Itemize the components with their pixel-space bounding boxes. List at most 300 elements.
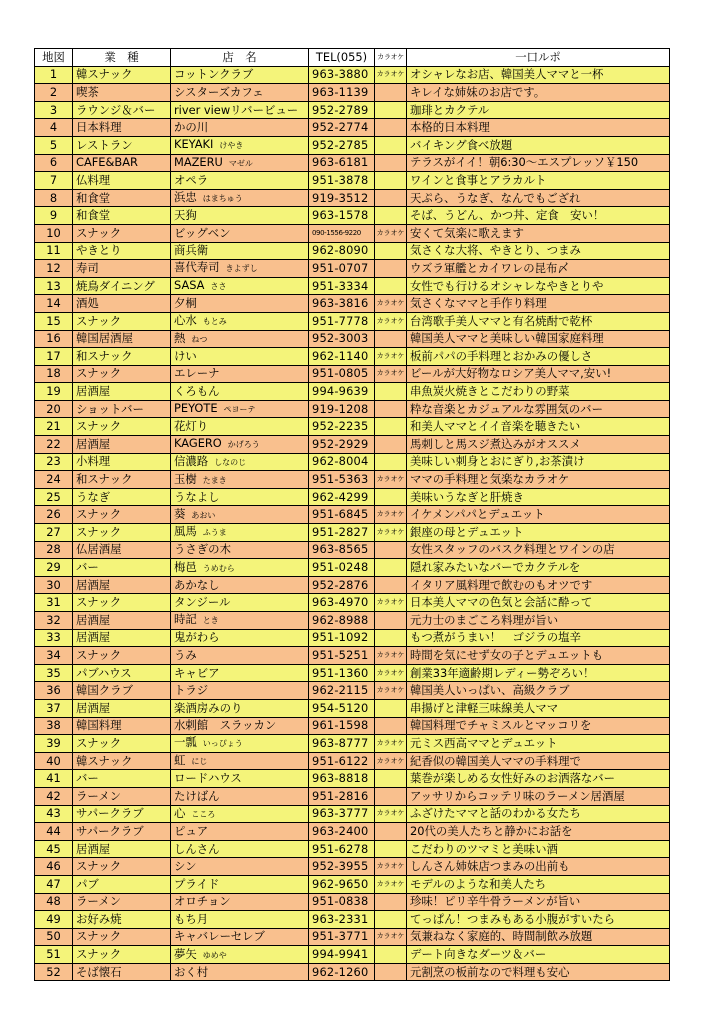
row-karaoke	[375, 717, 407, 735]
row-name	[171, 682, 309, 700]
shop-name: KAGERO	[174, 436, 222, 451]
row-comment: 気さくな大将、やきとり、つまみ	[407, 242, 670, 260]
shop-name-reading: きよずし	[225, 264, 258, 274]
table-row	[35, 242, 670, 260]
shop-name: ビッグベン	[174, 225, 231, 240]
row-type: お好み焼	[73, 911, 171, 929]
row-name	[171, 699, 309, 717]
table-row	[35, 348, 670, 366]
row-karaoke	[375, 418, 407, 436]
row-karaoke	[375, 136, 407, 154]
row-karaoke	[375, 242, 407, 260]
shop-name: SASA	[174, 278, 205, 293]
shop-name-reading: ふうま	[202, 528, 227, 538]
shop-name: うなよし	[174, 489, 220, 504]
row-karaoke	[375, 787, 407, 805]
table-row	[35, 330, 670, 348]
row-tel: 951-0805	[309, 365, 375, 383]
row-karaoke	[375, 963, 407, 981]
row-tel: 951-1092	[309, 629, 375, 647]
table-row	[35, 400, 670, 418]
row-type: スナック	[73, 312, 171, 330]
row-name	[171, 101, 309, 119]
row-karaoke: カラオケ	[375, 312, 407, 330]
table-row	[35, 224, 670, 242]
row-karaoke: カラオケ	[375, 664, 407, 682]
row-comment: 気さくなママと手作り料理	[407, 295, 670, 313]
table-row	[35, 664, 670, 682]
row-comment: イケメンパパとデュエット	[407, 506, 670, 524]
row-number: 22	[35, 436, 73, 454]
row-karaoke	[375, 629, 407, 647]
table-row	[35, 207, 670, 225]
row-name	[171, 207, 309, 225]
row-comment: 元ミス西高ママとデュエット	[407, 735, 670, 753]
shop-name: コットンクラブ	[174, 67, 254, 82]
row-number: 42	[35, 787, 73, 805]
table-row	[35, 805, 670, 823]
row-type: 韓国クラブ	[73, 682, 171, 700]
row-tel: 951-7778	[309, 312, 375, 330]
table-row	[35, 189, 670, 207]
table-row	[35, 911, 670, 929]
shop-name-reading: ねつ	[191, 334, 208, 344]
shop-name: 心水	[174, 313, 197, 328]
row-number: 8	[35, 189, 73, 207]
row-name	[171, 963, 309, 981]
row-tel: 951-5251	[309, 647, 375, 665]
row-type: スナック	[73, 858, 171, 876]
row-comment: デート向きなダーツ＆バー	[407, 946, 670, 964]
row-tel: 962-8090	[309, 242, 375, 260]
row-karaoke	[375, 699, 407, 717]
row-type: バー	[73, 770, 171, 788]
row-karaoke	[375, 576, 407, 594]
row-comment: 気兼ねなく家庭的、時間制飲み放題	[407, 928, 670, 946]
row-type: 韓国居酒屋	[73, 330, 171, 348]
row-number: 36	[35, 682, 73, 700]
table-row	[35, 576, 670, 594]
row-type: スナック	[73, 594, 171, 612]
row-type: 和スナック	[73, 348, 171, 366]
row-type: スナック	[73, 928, 171, 946]
row-karaoke: カラオケ	[375, 735, 407, 753]
row-number: 11	[35, 242, 73, 260]
row-karaoke: カラオケ	[375, 594, 407, 612]
table-row	[35, 524, 670, 542]
row-tel: 963-6181	[309, 154, 375, 172]
row-number: 10	[35, 224, 73, 242]
table-row	[35, 823, 670, 841]
table-row	[35, 312, 670, 330]
row-type: ショットバー	[73, 400, 171, 418]
row-tel: 951-3334	[309, 277, 375, 295]
row-karaoke: カラオケ	[375, 224, 407, 242]
shop-name: 楽酒房みのり	[174, 700, 243, 715]
row-tel: 963-8565	[309, 541, 375, 559]
row-tel: 951-5363	[309, 471, 375, 489]
row-karaoke	[375, 154, 407, 172]
table-row	[35, 154, 670, 172]
row-name	[171, 506, 309, 524]
table-row	[35, 66, 670, 84]
row-tel: 919-3512	[309, 189, 375, 207]
row-tel: 951-2816	[309, 787, 375, 805]
row-type: 居酒屋	[73, 612, 171, 630]
row-type: スナック	[73, 506, 171, 524]
shop-name: ピュア	[174, 823, 209, 838]
table-row	[35, 295, 670, 313]
shop-name: 浜忠	[174, 190, 197, 205]
row-comment: 美味しい刺身とおにぎり,お茶漬け	[407, 453, 670, 471]
row-number: 9	[35, 207, 73, 225]
shop-name: うさぎの木	[174, 542, 231, 557]
row-name	[171, 576, 309, 594]
row-tel: 951-3878	[309, 172, 375, 190]
row-number: 28	[35, 541, 73, 559]
row-comment: てっぱん！つまみもある小腹がすいたら	[407, 911, 670, 929]
shop-name: 虹	[174, 753, 186, 768]
table-row	[35, 471, 670, 489]
row-comment: 元力士のまごころ料理が旨い	[407, 612, 670, 630]
row-comment: 安くて気楽に歌えます	[407, 224, 670, 242]
header-map: 地図	[35, 49, 73, 67]
row-name	[171, 647, 309, 665]
row-number: 14	[35, 295, 73, 313]
row-number: 15	[35, 312, 73, 330]
table-row	[35, 629, 670, 647]
row-comment: 串魚炭火焼きとこだわりの野菜	[407, 383, 670, 401]
row-tel: 994-9639	[309, 383, 375, 401]
shop-name: 商兵衛	[174, 243, 209, 258]
header-type: 業 種	[73, 49, 171, 67]
table-row	[35, 612, 670, 630]
shop-name: 水剌館 スラッカン	[174, 718, 277, 733]
row-name	[171, 365, 309, 383]
row-tel: 951-0248	[309, 559, 375, 577]
row-karaoke	[375, 436, 407, 454]
row-tel: 963-3880	[309, 66, 375, 84]
row-number: 3	[35, 101, 73, 119]
row-name	[171, 717, 309, 735]
row-comment: ビールが大好物なロシア美人ママ,安い!	[407, 365, 670, 383]
shop-name: 時記	[174, 612, 197, 627]
shop-name: たけばん	[174, 788, 220, 803]
shop-name: 一瓢	[174, 735, 197, 750]
row-name	[171, 875, 309, 893]
row-number: 29	[35, 559, 73, 577]
shop-name: 信濃路	[174, 453, 209, 468]
row-number: 23	[35, 453, 73, 471]
row-name	[171, 594, 309, 612]
row-comment: 時間を気にせず女の子とデュエットも	[407, 647, 670, 665]
shop-name: PEYOTE	[174, 401, 218, 416]
row-tel: 952-2789	[309, 101, 375, 119]
row-comment: 珈琲とカクテル	[407, 101, 670, 119]
row-tel: 951-3771	[309, 928, 375, 946]
row-name	[171, 752, 309, 770]
row-number: 48	[35, 893, 73, 911]
row-type: 仏料理	[73, 172, 171, 190]
row-karaoke: カラオケ	[375, 875, 407, 893]
row-number: 35	[35, 664, 73, 682]
shop-name: オペラ	[174, 172, 209, 187]
shop-name: 夕桐	[174, 296, 197, 311]
row-tel: 919-1208	[309, 400, 375, 418]
row-type: スナック	[73, 224, 171, 242]
row-number: 40	[35, 752, 73, 770]
row-tel: 962-2115	[309, 682, 375, 700]
row-type: スナック	[73, 365, 171, 383]
row-name	[171, 418, 309, 436]
row-tel: 952-2785	[309, 136, 375, 154]
row-comment: テラスがイイ！朝6:30～エスプレッソ￥150	[407, 154, 670, 172]
table-row	[35, 946, 670, 964]
shop-name: もち月	[174, 911, 209, 926]
row-comment: 珍味！ピリ辛牛骨ラーメンが旨い	[407, 893, 670, 911]
shop-name: 熱	[174, 330, 186, 345]
row-comment: 韓国料理でチャミスルとマッコリを	[407, 717, 670, 735]
row-tel: 952-3955	[309, 858, 375, 876]
row-number: 16	[35, 330, 73, 348]
shop-name: 梅邑	[174, 559, 197, 574]
table-row	[35, 928, 670, 946]
row-type: スナック	[73, 524, 171, 542]
table-row	[35, 506, 670, 524]
header-karaoke: カラオケ	[375, 49, 407, 67]
row-karaoke	[375, 770, 407, 788]
table-row	[35, 963, 670, 981]
shop-name: ロードハウス	[174, 771, 242, 786]
row-karaoke	[375, 559, 407, 577]
row-karaoke	[375, 260, 407, 278]
row-comment: 和美人ママとイイ音楽を聴きたい	[407, 418, 670, 436]
row-comment: 20代の美人たちと静かにお話を	[407, 823, 670, 841]
row-name	[171, 436, 309, 454]
row-type: うなぎ	[73, 488, 171, 506]
row-comment: オシャレなお店、韓国美人ママと一杯	[407, 66, 670, 84]
row-tel: 963-2400	[309, 823, 375, 841]
table-row	[35, 875, 670, 893]
row-name	[171, 541, 309, 559]
shop-name-reading: ゆめや	[202, 950, 227, 960]
table-row	[35, 787, 670, 805]
shop-name: キャバレーセレブ	[174, 929, 265, 944]
row-tel: 952-3003	[309, 330, 375, 348]
table-row	[35, 594, 670, 612]
table-row	[35, 717, 670, 735]
row-type: レストラン	[73, 136, 171, 154]
row-karaoke	[375, 840, 407, 858]
row-tel: 962-1140	[309, 348, 375, 366]
row-type: 韓スナック	[73, 752, 171, 770]
row-tel: 994-9941	[309, 946, 375, 964]
shop-name: 玉樹	[174, 471, 197, 486]
row-tel: 963-3816	[309, 295, 375, 313]
row-number: 6	[35, 154, 73, 172]
shop-name: けい	[174, 348, 197, 363]
row-name	[171, 524, 309, 542]
row-comment: 日本美人ママの色気と会話に酔って	[407, 594, 670, 612]
row-name	[171, 823, 309, 841]
shop-name: うみ	[174, 647, 197, 662]
row-name	[171, 119, 309, 137]
row-karaoke	[375, 453, 407, 471]
table-row	[35, 84, 670, 102]
header-tel: TEL(055)	[309, 49, 375, 67]
shop-name-reading: しなのじ	[214, 457, 247, 467]
row-number: 12	[35, 260, 73, 278]
row-type: 居酒屋	[73, 699, 171, 717]
shop-name: しんさん	[174, 841, 220, 856]
header-comment: 一口ルポ	[407, 49, 670, 67]
shop-name: タンジール	[174, 595, 231, 610]
row-number: 19	[35, 383, 73, 401]
row-name	[171, 629, 309, 647]
row-tel: 952-2235	[309, 418, 375, 436]
row-number: 4	[35, 119, 73, 137]
table-row	[35, 735, 670, 753]
row-name	[171, 453, 309, 471]
row-name	[171, 260, 309, 278]
row-karaoke	[375, 488, 407, 506]
shop-name: プライド	[174, 876, 220, 891]
shop-name: おく村	[174, 964, 209, 979]
row-type: 居酒屋	[73, 383, 171, 401]
shop-name-reading: マゼル	[228, 158, 253, 168]
row-number: 1	[35, 66, 73, 84]
row-karaoke	[375, 612, 407, 630]
row-karaoke	[375, 400, 407, 418]
row-name	[171, 805, 309, 823]
row-type: 仏居酒屋	[73, 541, 171, 559]
shop-name: オロチョン	[174, 894, 231, 909]
row-comment: ふざけたママと話のわかる女たち	[407, 805, 670, 823]
row-comment: そば、うどん、かつ丼、定食 安い！	[407, 207, 670, 225]
row-comment: キレイな姉妹のお店です。	[407, 84, 670, 102]
row-name	[171, 383, 309, 401]
row-tel: 952-2929	[309, 436, 375, 454]
row-tel: 951-6278	[309, 840, 375, 858]
row-name	[171, 612, 309, 630]
row-type: スナック	[73, 647, 171, 665]
row-name	[171, 330, 309, 348]
row-name	[171, 189, 309, 207]
row-comment: 隠れ家みたいなバーでカクテルを	[407, 559, 670, 577]
row-tel: 962-9650	[309, 875, 375, 893]
row-type: 日本料理	[73, 119, 171, 137]
row-karaoke	[375, 84, 407, 102]
shop-name-reading: かげろう	[227, 440, 260, 450]
row-karaoke	[375, 383, 407, 401]
row-type: バー	[73, 559, 171, 577]
shop-name-reading: はまちゅう	[202, 194, 243, 204]
shop-name-reading: こころ	[191, 809, 216, 819]
row-karaoke: カラオケ	[375, 365, 407, 383]
row-tel: 951-0707	[309, 260, 375, 278]
shop-name-reading: にじ	[191, 757, 208, 767]
row-karaoke: カラオケ	[375, 647, 407, 665]
row-type: 寿司	[73, 260, 171, 278]
row-karaoke	[375, 330, 407, 348]
table-row	[35, 840, 670, 858]
row-number: 47	[35, 875, 73, 893]
row-name	[171, 312, 309, 330]
shop-name: くろもん	[174, 384, 220, 399]
row-karaoke: カラオケ	[375, 928, 407, 946]
table-row	[35, 119, 670, 137]
row-comment: 馬刺しと馬スジ煮込みがオススメ	[407, 436, 670, 454]
row-type: スナック	[73, 418, 171, 436]
table-row	[35, 770, 670, 788]
row-karaoke: カラオケ	[375, 524, 407, 542]
row-number: 44	[35, 823, 73, 841]
shop-name: かの川	[174, 120, 209, 135]
row-tel: 963-8777	[309, 735, 375, 753]
row-comment: 韓国美人ママと美味しい韓国家庭料理	[407, 330, 670, 348]
header-name: 店 名	[171, 49, 309, 67]
row-name	[171, 664, 309, 682]
row-name	[171, 787, 309, 805]
row-comment: 台湾歌手美人ママと有名焼酎で乾杯	[407, 312, 670, 330]
row-name	[171, 154, 309, 172]
row-type: スナック	[73, 946, 171, 964]
row-karaoke: カラオケ	[375, 805, 407, 823]
row-karaoke	[375, 911, 407, 929]
row-comment: イタリア風料理で飲むのもオツです	[407, 576, 670, 594]
row-comment: バイキング食べ放題	[407, 136, 670, 154]
row-comment: 紀香似の韓国美人ママの手料理で	[407, 752, 670, 770]
row-tel: 962-8988	[309, 612, 375, 630]
row-type: ラーメン	[73, 893, 171, 911]
table-row	[35, 260, 670, 278]
row-name	[171, 893, 309, 911]
row-number: 38	[35, 717, 73, 735]
table-row	[35, 858, 670, 876]
row-karaoke	[375, 946, 407, 964]
row-karaoke: カラオケ	[375, 471, 407, 489]
row-tel: 951-6845	[309, 506, 375, 524]
shop-name: 風馬	[174, 524, 197, 539]
row-number: 24	[35, 471, 73, 489]
table-row	[35, 172, 670, 190]
row-type: 小料理	[73, 453, 171, 471]
row-type: パブハウス	[73, 664, 171, 682]
shop-name: KEYAKI	[174, 137, 214, 152]
row-number: 30	[35, 576, 73, 594]
shop-directory-table	[34, 48, 670, 981]
table-row	[35, 136, 670, 154]
row-karaoke	[375, 189, 407, 207]
row-type: 喫茶	[73, 84, 171, 102]
shop-name: 天狗	[174, 208, 197, 223]
row-type: サパークラブ	[73, 823, 171, 841]
shop-name-reading: あおい	[191, 510, 216, 520]
row-tel: 963-1139	[309, 84, 375, 102]
row-comment: こだわりのツマミと美味い酒	[407, 840, 670, 858]
row-name	[171, 946, 309, 964]
row-tel: 951-6122	[309, 752, 375, 770]
row-number: 13	[35, 277, 73, 295]
row-comment: アッサリからコッテリ味のラーメン居酒屋	[407, 787, 670, 805]
row-comment: 元割烹の板前なので料理も安心	[407, 963, 670, 981]
row-name	[171, 840, 309, 858]
row-tel: 962-1260	[309, 963, 375, 981]
row-number: 51	[35, 946, 73, 964]
row-name	[171, 911, 309, 929]
row-number: 37	[35, 699, 73, 717]
table-row	[35, 101, 670, 119]
